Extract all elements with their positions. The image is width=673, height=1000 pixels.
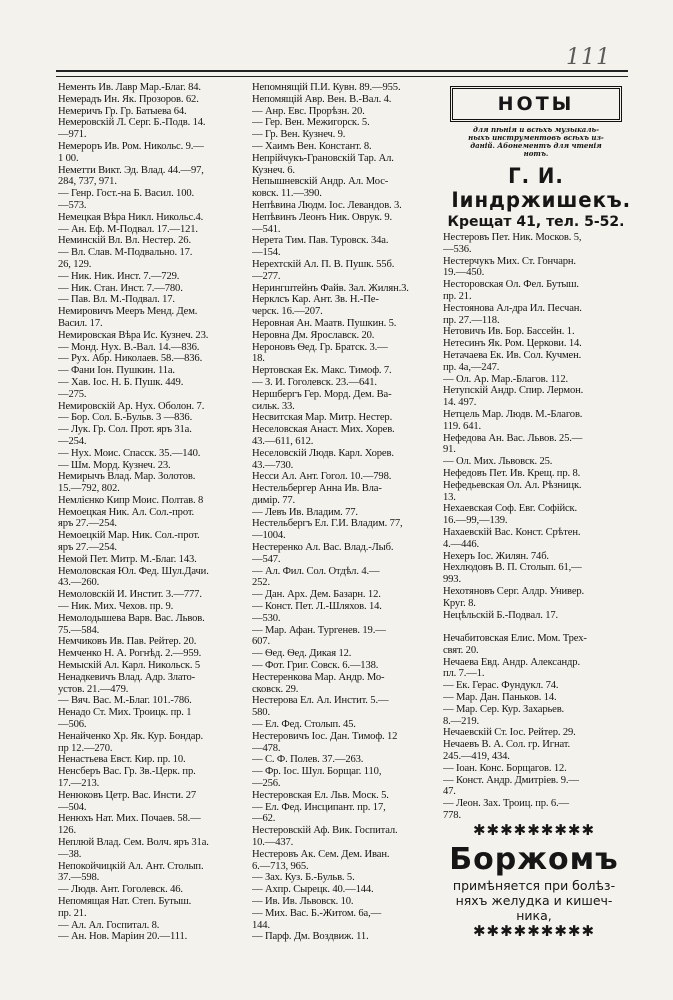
directory-entry-line: — Бор. Сол. Б.-Бульв. 3 —836.	[58, 412, 193, 424]
directory-entry-line: Нетовичъ Ив. Бор. Бассейн. 1.	[443, 326, 575, 338]
directory-entry-line: — Лук. Гр. Сол. Прот. яръ 31а.	[58, 424, 192, 436]
directory-entry-line: —277.	[252, 270, 281, 282]
directory-entry-line: — Пав. Вл. М.-Подвал. 17.	[58, 294, 175, 306]
directory-entry-line: —256.	[252, 778, 281, 790]
directory-entry-line: Неровна Дм. Ярославск. 20.	[252, 329, 375, 341]
directory-entry-line: Нефедьевская Ол. Ал. Рѣзницк.	[443, 479, 582, 491]
notes-subtitle	[446, 126, 626, 158]
directory-entry-line: 26, 129.	[58, 258, 92, 270]
directory-entry-line: — Ник. Ник. Инст. 7.—729.	[58, 270, 180, 282]
directory-entry-line: — Ал. Ал. Госпитал. 8.	[58, 919, 160, 931]
directory-entry-line: Кузнеч. 6.	[252, 164, 295, 176]
directory-entry-line: — З. И. Гоголевск. 23.—641.	[252, 376, 377, 388]
directory-entry-line: Неселовскій Людв. Карл. Хорев.	[252, 447, 394, 459]
directory-entry-line: 252.	[252, 577, 270, 589]
directory-entry-line: Нехотяновъ Серг. Алдр. Универ.	[443, 585, 585, 597]
directory-entry-line: — Людв. Ант. Гоголевск. 46.	[58, 884, 183, 896]
directory-entry-line: — Гер. Вен. Межигорск. 5.	[252, 117, 370, 129]
directory-entry-line: Ненюхъ Нат. Мих. Почаев. 58.—	[58, 813, 201, 825]
directory-entry-line: — Дан. Арх. Дем. Базарн. 12.	[252, 589, 381, 601]
directory-entry-line: Нестеровичъ Іос. Дан. Тимоф. 12	[252, 730, 398, 742]
page-number: 111	[566, 45, 611, 70]
directory-entry-line: Непѣвина Людм. Іос. Левандов. 3.	[252, 199, 402, 211]
directory-entry-line: — Фот. Григ. Совск. 6.—138.	[252, 660, 379, 672]
directory-entry-line: Круг. 8.	[443, 597, 476, 609]
directory-entry-line: — Ел. Фед. Столып. 45.	[252, 719, 356, 731]
directory-entry-line: пр 12.—270.	[58, 742, 113, 754]
directory-entry-line: Нестеровъ Ак. Сем. Дем. Иван.	[252, 848, 390, 860]
directory-column-2	[252, 82, 440, 943]
directory-entry-line: 16.—99,—139.	[443, 515, 508, 527]
directory-entry-line: — Мих. Вас. Б.-Житом. 6а,—	[252, 907, 382, 919]
directory-entry-line: Немлієнко Кипр Моис. Полтав. 8	[58, 494, 204, 506]
header-rule-thin	[56, 76, 628, 77]
directory-entry-line: 607.	[252, 636, 270, 648]
directory-entry-line: — С. Ф. Полев. 37.—263.	[252, 754, 364, 766]
directory-entry-line: — Хаимъ Вен. Констант. 8.	[252, 140, 372, 152]
directory-entry-line: Нестеровскій Аф. Вик. Госпитал.	[252, 825, 398, 837]
directory-entry-line: Нестельбергер Анна Ив. Вла-	[252, 483, 382, 495]
directory-entry-line: — Мар. Афан. Тургенев. 19.—	[252, 624, 386, 636]
directory-entry-line: 47.	[443, 786, 456, 798]
notes-address: Крещат 41, тел. 5-52.	[447, 214, 625, 230]
directory-entry-line	[443, 621, 631, 633]
directory-entry-line: Немероръ Ив. Ром. Никольс. 9.—	[58, 140, 204, 152]
directory-entry-line: Ненадкевичъ Влад. Адр. Злато-	[58, 671, 196, 683]
directory-entry-line: Неметти Викт. Эд. Влад. 44.—97,	[58, 164, 204, 176]
directory-entry-line: Немой Пет. Митр. М.-Благ. 143.	[58, 553, 197, 565]
directory-entry-line: —38.	[58, 848, 82, 860]
directory-entry-line: Непышневскій Андр. Ал. Мос-	[252, 176, 389, 188]
directory-entry-line: — Ол. Мих. Львовск. 25.	[443, 456, 553, 468]
directory-entry-line: — Іоан. Конс. Борщагов. 12.	[443, 762, 567, 774]
directory-entry-line: — Ал. Фил. Сол. Отдѣл. 4.—	[252, 565, 380, 577]
directory-entry-line: Нетцель Мар. Людв. М.-Благов.	[443, 408, 583, 420]
directory-entry-line: Немеричъ Гр. Гр. Батыева 64.	[58, 105, 187, 117]
directory-entry-line: — Ник. Мих. Чехов. пр. 9.	[58, 601, 174, 613]
directory-entry-line: Непокойчицкій Ал. Ант. Столып.	[58, 860, 204, 872]
directory-entry-line: Немирычъ Влад. Мар. Золотов.	[58, 471, 196, 483]
directory-entry-line: Ненсберъ Вас. Гр. Зв.-Церк. пр.	[58, 766, 196, 778]
directory-entry-line: 43.—260.	[58, 577, 100, 589]
directory-entry-line: Нетачаева Ек. Ив. Сол. Кучмен.	[443, 349, 582, 361]
directory-entry-line: Нестеровъ Пет. Ник. Москов. 5,	[443, 232, 582, 243]
directory-entry-line: 17.—213.	[58, 778, 100, 790]
directory-entry-line: Непомнящій П.И. Кувн. 89.—955.	[252, 82, 401, 93]
directory-column-1	[58, 82, 246, 943]
directory-entry-line: 91.	[443, 444, 456, 456]
directory-entry-line: — Конст. Пет. Л.-Шляхов. 14.	[252, 601, 382, 613]
directory-entry-line: — Вяч. Вас. М.-Благ. 101.-786.	[58, 695, 192, 707]
directory-entry-line: Немировская Вѣра Ис. Кузнеч. 23.	[58, 329, 209, 341]
notes-title: НОТЫ	[497, 93, 575, 115]
directory-entry-line: Нестельбергъ Ел. Г.И. Владим. 77,	[252, 518, 403, 530]
directory-entry-line: —62.	[252, 813, 276, 825]
directory-entry-line: 284, 737, 971.	[58, 176, 117, 188]
directory-entry-line: сковск. 29.	[252, 683, 299, 695]
directory-entry-line: Нехлюдовъ В. П. Столып. 61,—	[443, 562, 582, 574]
directory-entry-line: Нетесинъ Як. Ром. Церкови. 14.	[443, 338, 582, 350]
directory-entry-line: Ненадо Ст. Мих. Троицк. пр. 1	[58, 707, 192, 719]
directory-entry-line: — Ник. Стан. Инст. 7.—780.	[58, 282, 183, 294]
directory-entry-line: Нестоянова Ал-дра Ил. Песчан.	[443, 302, 582, 314]
notes-banner	[450, 86, 622, 122]
directory-entry-line: Нертовская Ек. Макс. Тимоф. 7.	[252, 365, 392, 377]
directory-entry-line: — Нух. Моис. Спасск. 35.—140.	[58, 447, 201, 459]
directory-entry-line: 18.	[252, 353, 265, 365]
sheet-music-advertisement	[446, 86, 632, 230]
header-rule	[56, 70, 628, 72]
directory-entry-line: 126.	[58, 825, 76, 837]
directory-entry-line: — Ѳед. Ѳед. Дикая 12.	[252, 648, 352, 660]
directory-entry-line: 43.—730.	[252, 459, 294, 471]
borjom-text	[436, 878, 632, 923]
directory-entry-line: Несвитская Мар. Митр. Нестер.	[252, 412, 393, 424]
directory-entry-line: Немчиковъ Ив. Пав. Рейтер. 20.	[58, 636, 197, 648]
directory-entry-line: Немченко Н. А. Рогнѣд. 2.—959.	[58, 648, 202, 660]
directory-column-3	[443, 232, 631, 822]
directory-entry-line: — Мар. Дан. Паньков. 14.	[443, 692, 557, 704]
directory-entry-line: ковск. 11.—390.	[252, 188, 322, 200]
directory-entry-line: —536.	[443, 243, 472, 255]
directory-entry-line: —154.	[252, 247, 281, 259]
directory-entry-line: Нерклсъ Кар. Ант. Зв. Н.-Пе-	[252, 294, 379, 306]
directory-entry-line: Нестеренко Ал. Вас. Влад.-Лыб.	[252, 542, 394, 554]
directory-entry-line: — Монд. Нух. В.-Вал. 14.—836.	[58, 341, 200, 353]
directory-entry-line: — Генр. Гост.-на Б. Васил. 100.	[58, 188, 195, 200]
directory-entry-line: пр. 27.—118.	[443, 314, 500, 326]
directory-entry-line: Неселовская Анаст. Мих. Хорев.	[252, 424, 395, 436]
directory-entry-line: — Вл. Слав. М-Подвально. 17.	[58, 247, 193, 259]
directory-entry-line: Неплюй Влад. Сем. Волч. яръ 31а.	[58, 837, 209, 848]
directory-entry-line: 37.—598.	[58, 872, 100, 884]
directory-entry-line: — Ахпр. Сырецк. 40.—144.	[252, 884, 374, 896]
directory-entry-line: Непѣвинъ Леонъ Ник. Оврук. 9.	[252, 211, 393, 223]
directory-entry-line: — Гр. Вен. Кузнеч. 9.	[252, 129, 346, 141]
directory-entry-line: Нехеръ Іос. Жилян. 74б.	[443, 550, 549, 562]
directory-entry-line: — Конст. Андр. Дмитріев. 9.—	[443, 774, 579, 786]
directory-entry-line: Немерадъ Ин. Як. Прозоров. 62.	[58, 93, 199, 105]
directory-entry-line: пр. 21.	[58, 907, 87, 919]
directory-entry-line: Нетупскій Андр. Спир. Лермон.	[443, 385, 584, 397]
directory-entry-line: пл. 7.—1.	[443, 668, 485, 680]
borjom-title: Боржомъ	[449, 842, 619, 877]
directory-entry-line: 8.—219.	[443, 715, 480, 727]
directory-entry-line: 778.	[443, 810, 461, 822]
borjom-text-line: ника,	[516, 908, 552, 923]
directory-entry-line: Ненайченко Хр. Як. Кур. Бондар.	[58, 730, 203, 742]
directory-entry-line: — Зах. Куз. Б.-Бульв. 5.	[252, 872, 355, 884]
directory-entry-line: Нерехтскій Ал. П. В. Пушк. 55б.	[252, 258, 395, 270]
directory-entry-line: — Ив. Ив. Львовск. 10.	[252, 895, 354, 907]
borjom-advertisement	[436, 822, 632, 962]
directory-entry-line: —530.	[252, 612, 281, 624]
directory-entry-line: Нецѣльскій Б.-Подвал. 17.	[443, 609, 559, 621]
directory-entry-line: пр. 4а,—247.	[443, 361, 500, 373]
notes-firm-name: Г. И. Іиндржишекъ.	[451, 164, 632, 212]
directory-entry-line: —275.	[58, 388, 87, 400]
directory-entry-line: Нечаева Евд. Андр. Александр.	[443, 656, 580, 668]
directory-entry-line: Неминскій Вл. Вл. Нестер. 26.	[58, 235, 191, 247]
directory-entry-line: 10.—437.	[252, 837, 294, 848]
directory-entry-line: 4.—446.	[443, 538, 480, 550]
directory-entry-line: Нементь Ив. Лавр Мар.-Благ. 84.	[58, 82, 201, 93]
directory-entry-line: Нехаевская Соф. Евг. Софійск.	[443, 503, 578, 515]
directory-entry-line: Нестерова Ел. Ал. Инстит. 5.—	[252, 695, 389, 707]
directory-entry-line: Непрійчукъ-Грановскій Тар. Ал.	[252, 152, 394, 164]
directory-entry-line: — Анр. Евс. Прорѣзн. 20.	[252, 105, 365, 117]
directory-entry-line: 19.—450.	[443, 267, 485, 279]
directory-entry-line: пр. 21.	[443, 290, 472, 302]
directory-entry-line: Нероновъ Ѳед. Гр. Братск. 3.—	[252, 341, 388, 353]
directory-entry-line: — Шм. Морд. Кузнеч. 23.	[58, 459, 171, 471]
directory-entry-line: яръ 27.—254.	[58, 518, 117, 530]
directory-entry-line: —971.	[58, 129, 87, 141]
directory-entry-line: — Рух. Абр. Николаев. 58.—836.	[58, 353, 203, 365]
directory-entry-line: Нечаевъ В. А. Сол. гр. Игнат.	[443, 739, 570, 751]
directory-entry-line: Немолодышева Варв. Вас. Львов.	[58, 612, 205, 624]
directory-entry-line: устов. 21.—479.	[58, 683, 129, 695]
directory-entry-line: — Фани Іон. Пушкин. 11а.	[58, 365, 175, 377]
directory-entry-line: —547.	[252, 553, 281, 565]
directory-entry-line: Немецкая Вѣра Никл. Никольс.4.	[58, 211, 204, 223]
directory-entry-line: яръ 27.—254.	[58, 542, 117, 554]
directory-entry-line: — Парф. Дм. Воздвиж. 11.	[252, 931, 369, 943]
directory-entry-line: —504.	[58, 801, 87, 813]
directory-entry-line: Ненастьева Евст. Кир. пр. 10.	[58, 754, 186, 766]
directory-entry-line: Нефедова Ан. Вас. Львов. 25.—	[443, 432, 583, 444]
directory-entry-line: Нерета Тим. Пав. Туровск. 34а.	[252, 235, 389, 247]
directory-entry-line: Немоецкая Ник. Ал. Сол.-прот.	[58, 506, 195, 518]
directory-entry-line: Нестеренкова Мар. Андр. Мо-	[252, 671, 385, 683]
directory-entry-line: Ненюковъ Цетр. Вас. Инсти. 27	[58, 789, 197, 801]
directory-entry-line: Немировскій Ар. Нух. Оболон. 7.	[58, 400, 205, 412]
directory-entry-line: — Хав. Іос. Н. Б. Пушк. 449.	[58, 376, 184, 388]
directory-entry-line: 6.—713, 965.	[252, 860, 309, 872]
directory-entry-line: Нечабитовская Елис. Мом. Трех-	[443, 633, 587, 645]
directory-entry-line: Немыскій Ал. Карл. Никольск. 5	[58, 660, 201, 672]
directory-entry-line: — Ек. Герас. Фундукл. 74.	[443, 680, 559, 692]
directory-entry-line: —1004.	[252, 530, 286, 542]
directory-entry-line: —478.	[252, 742, 281, 754]
directory-entry-line: Несси Ал. Ант. Гогол. 10.—798.	[252, 471, 392, 483]
borjom-text-line: примѣняется при болѣз-	[452, 878, 616, 893]
directory-entry-line: 15.—792, 802.	[58, 483, 120, 495]
directory-entry-line: Непомящій Авр. Вен. В.-Вал. 4.	[252, 93, 392, 105]
directory-entry-line: — Леон. Зах. Троиц. пр. 6.—	[443, 798, 569, 810]
directory-entry-line: Васил. 17.	[58, 317, 103, 329]
directory-entry-line: — Ол. Ар. Мар.-Благов. 112.	[443, 373, 569, 385]
directory-entry-line: Нефедовъ Пет. Ив. Крещ. пр. 8.	[443, 467, 581, 479]
directory-entry-line: —506.	[58, 719, 87, 731]
directory-entry-line: Немировичъ Мееръ Менд. Дем.	[58, 306, 198, 318]
directory-entry-line: димір. 77.	[252, 494, 296, 506]
directory-entry-line: Нершбергъ Гер. Морд. Дем. Ва-	[252, 388, 392, 400]
directory-entry-line: Немеровскій Л. Серг. Б.-Подв. 14.	[58, 117, 206, 129]
directory-entry-line: Нестерчукъ Мих. Ст. Гончарн.	[443, 255, 576, 267]
directory-entry-line: Неровная Ан. Маатв. Пушкин. 5.	[252, 317, 397, 329]
directory-entry-line: — Ел. Фед. Инсципант. пр. 17,	[252, 801, 386, 813]
directory-entry-line: Нестеровская Ел. Льв. Моск. 5.	[252, 789, 389, 801]
directory-entry-line: —573.	[58, 199, 87, 211]
directory-entry-line: — Ан. Нов. Марiин 20.—111.	[58, 931, 188, 943]
directory-entry-line: Несторовская Ол. Фел. Бутыш.	[443, 279, 579, 291]
notes-subtitle-line: нотъ.	[523, 149, 549, 158]
notes-subtitle-line: даній. Абонементъ для чтенія	[470, 141, 602, 150]
directory-entry-line: 75.—584.	[58, 624, 100, 636]
directory-entry-line: 1 00.	[58, 152, 79, 164]
directory-entry-line: 13.	[443, 491, 456, 503]
notes-subtitle-line: ныхъ инструментовъ всѣхъ из-	[468, 133, 604, 142]
directory-entry-line: 580.	[252, 707, 270, 719]
directory-entry-line: Нахаевскій Вас. Конст. Срѣтен.	[443, 526, 581, 538]
directory-entry-line: —254.	[58, 435, 87, 447]
directory-entry-line: — Ан. Еф. М-Подвал. 17.—121.	[58, 223, 198, 235]
directory-entry-line: Немоловская Юл. Фед. Шул.Дачи.	[58, 565, 209, 577]
stars-border-top: ✱✱✱✱✱✱✱✱✱	[472, 821, 596, 839]
directory-entry-line: 245.—419, 434.	[443, 751, 510, 763]
directory-entry-line: 993.	[443, 574, 461, 586]
directory-entry-line: — Фр. Іос. Шул. Борщаг. 110,	[252, 766, 382, 778]
directory-entry-line: свят. 20.	[443, 644, 479, 656]
directory-entry-line: — Левъ Ив. Владим. 77.	[252, 506, 358, 518]
directory-entry-line: сильк. 33.	[252, 400, 295, 412]
directory-entry-line: черск. 16.—207.	[252, 306, 323, 318]
directory-entry-line: 14. 497.	[443, 397, 477, 409]
directory-entry-line: Нечаевскій Ст. Іос. Рейтер. 29.	[443, 727, 576, 739]
stars-border-bottom: ✱✱✱✱✱✱✱✱✱	[472, 922, 596, 940]
directory-entry-line: Непомящая Нат. Степ. Бутыш.	[58, 895, 192, 907]
directory-entry-line: Немоецкій Мар. Ник. Сол.-прот.	[58, 530, 200, 542]
borjom-text-line: няхъ желудка и кишеч-	[455, 893, 613, 908]
directory-entry-line: Нерингштейнъ Файв. Зал. Жилян.3.	[252, 282, 409, 294]
notes-subtitle-line: для пѣнія и всѣхъ музыкаль-	[473, 125, 599, 134]
directory-entry-line: — Мар. Сер. Кур. Захарьев.	[443, 703, 565, 715]
directory-entry-line: Немоловскій И. Инстит. 3.—777.	[58, 589, 202, 601]
directory-entry-line: 119. 641.	[443, 420, 481, 432]
directory-entry-line: —541.	[252, 223, 281, 235]
directory-entry-line: 144.	[252, 919, 270, 931]
directory-entry-line: 43.—611, 612.	[252, 435, 314, 447]
